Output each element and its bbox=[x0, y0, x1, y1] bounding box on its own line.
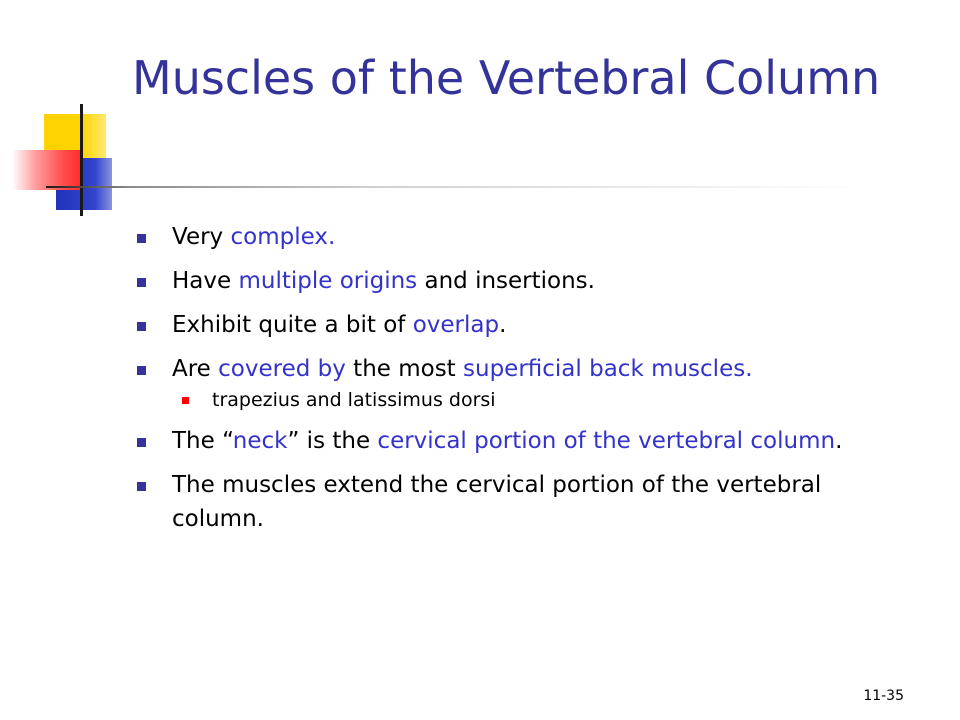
bullet-item bbox=[132, 352, 892, 386]
sub-bullet-square-icon bbox=[182, 397, 189, 404]
bullet-square-icon bbox=[137, 482, 146, 491]
title-underline-rule bbox=[46, 186, 866, 188]
bullet-text: Are bbox=[172, 356, 219, 382]
bullet-text: . bbox=[499, 312, 507, 338]
bullet-text: . bbox=[835, 428, 843, 454]
sub-bullet-item bbox=[132, 386, 892, 414]
bullet-text: the most bbox=[345, 356, 464, 382]
slide-title: Muscles of the Vertebral Column bbox=[132, 51, 881, 105]
highlighted-text: neck bbox=[232, 428, 288, 454]
bullet-item bbox=[132, 220, 892, 254]
bullet-square-icon bbox=[137, 322, 146, 331]
bullet-list bbox=[132, 220, 892, 536]
bullet-square-icon bbox=[137, 366, 146, 375]
bullet-text: ” is the bbox=[287, 428, 378, 454]
bullet-text: Exhibit quite a bit of bbox=[172, 312, 413, 338]
bullet-square-icon bbox=[137, 234, 146, 243]
bullet-item bbox=[132, 308, 892, 342]
highlighted-text: superficial back muscles. bbox=[463, 356, 753, 382]
bullet-text: The “ bbox=[172, 428, 233, 454]
bullet-square-icon bbox=[137, 278, 146, 287]
bullet-text: Have bbox=[172, 268, 239, 294]
bullet-text: The muscles extend the cervical portion of the vertebral column. bbox=[172, 472, 822, 532]
bullet-item bbox=[132, 468, 892, 536]
decorative-vertical-line bbox=[80, 104, 83, 216]
bullet-text: and insertions. bbox=[417, 268, 595, 294]
bullet-square-icon bbox=[137, 438, 146, 447]
highlighted-text: covered by bbox=[218, 356, 346, 382]
highlighted-text: overlap bbox=[412, 312, 500, 338]
decorative-red-block bbox=[12, 150, 82, 190]
bullet-text: trapezius and latissimus dorsi bbox=[212, 389, 496, 411]
highlighted-text: multiple origins bbox=[238, 268, 418, 294]
highlighted-text: cervical portion of the vertebral column bbox=[377, 428, 836, 454]
bullet-text: Very bbox=[172, 224, 231, 250]
bullet-item bbox=[132, 424, 892, 458]
highlighted-text: complex. bbox=[230, 224, 336, 250]
slide-number: 11-35 bbox=[863, 688, 904, 704]
bullet-item bbox=[132, 264, 892, 298]
